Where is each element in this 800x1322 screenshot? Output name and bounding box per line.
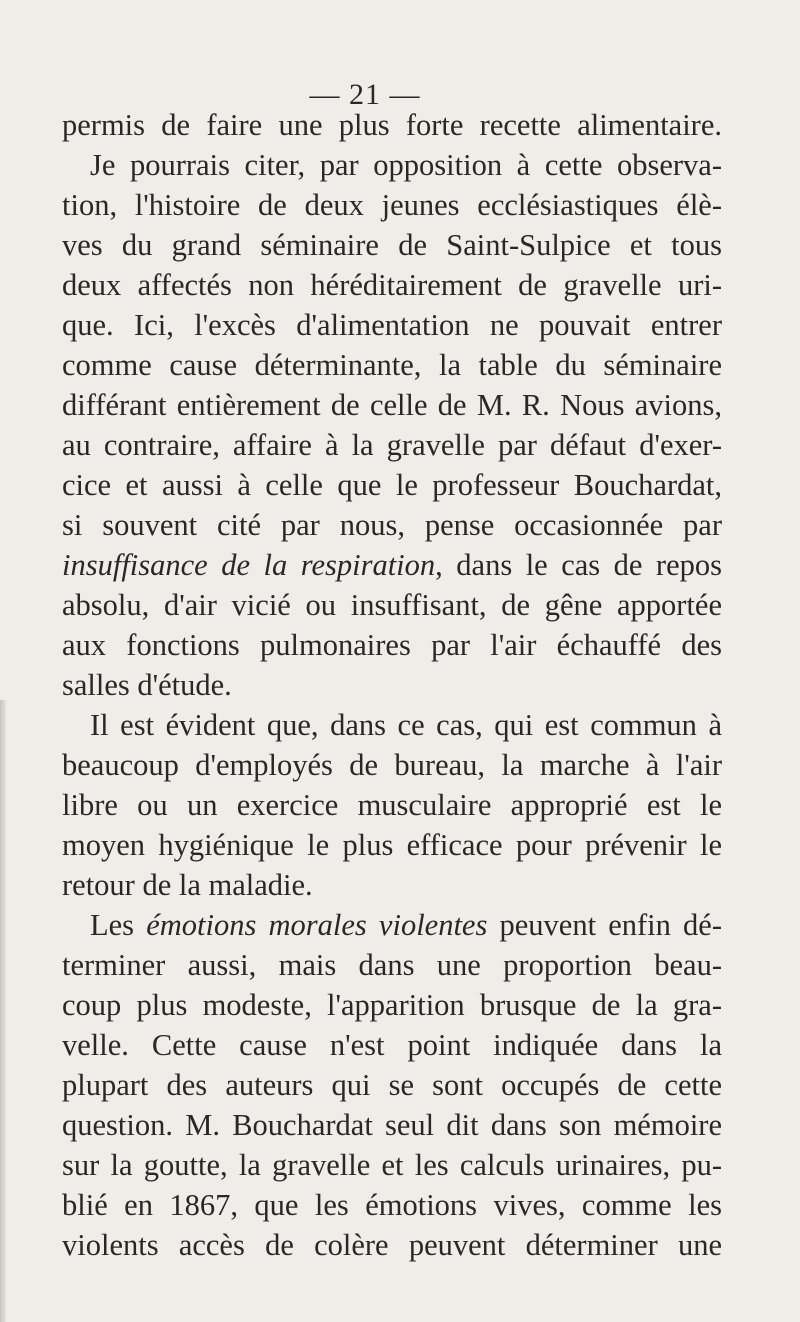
- text-line: permis de faire une plus forte recette alimentaire.: [62, 108, 722, 142]
- text-line: si souvent cité par nous, pense occasionnée par: [62, 508, 722, 542]
- page-edge-shadow: [0, 700, 6, 1322]
- text-line: salles d'étude.: [62, 668, 232, 702]
- text-line: moyen hygiénique le plus efficace pour prévenir le: [62, 828, 722, 862]
- italic-phrase: émotions morales violentes: [146, 908, 488, 942]
- text-line: violents accès de colère peuvent déterminer une: [62, 1228, 722, 1262]
- text-line: Les émotions morales violentes peuvent enfin dé-: [90, 908, 722, 942]
- text-line: velle. Cette cause n'est point indiquée dans la: [62, 1028, 722, 1062]
- text-line: retour de la maladie.: [62, 868, 313, 902]
- text-line: différant entièrement de celle de M. R. Nous avions,: [62, 388, 722, 422]
- italic-phrase: insuffisance de la respiration: [62, 548, 436, 582]
- text-line: tion, l'histoire de deux jeunes ecclésiastiques élè-: [62, 188, 722, 222]
- text-line: Il est évident que, dans ce cas, qui est commun à: [90, 708, 722, 742]
- text-line: insuffisance de la respiration, dans le cas de repos: [62, 548, 722, 582]
- text-line: aux fonctions pulmonaires par l'air échauffé des: [62, 628, 722, 662]
- text-line: cice et aussi à celle que le professeur Bouchardat,: [62, 468, 722, 502]
- text-line: ves du grand séminaire de Saint-Sulpice et tous: [62, 228, 722, 262]
- text-line: beaucoup d'employés de bureau, la marche à l'air: [62, 748, 722, 782]
- text-line: au contraire, affaire à la gravelle par défaut d'exer-: [62, 428, 722, 462]
- text-line: terminer aussi, mais dans une proportion beau-: [62, 948, 722, 982]
- text-line: plupart des auteurs qui se sont occupés de cette: [62, 1068, 722, 1102]
- text-line: que. Ici, l'excès d'alimentation ne pouvait entrer: [62, 308, 722, 342]
- text-line: question. M. Bouchardat seul dit dans son mémoire: [62, 1108, 722, 1142]
- text-line: blié en 1867, que les émotions vives, comme les: [62, 1188, 722, 1222]
- text-line: deux affectés non héréditairement de gravelle uri-: [62, 268, 722, 302]
- text-line: absolu, d'air vicié ou insuffisant, de gêne apportée: [62, 588, 722, 622]
- text-line: coup plus modeste, l'apparition brusque de la gra-: [62, 988, 722, 1022]
- text-line: Je pourrais citer, par opposition à cette observa-: [90, 148, 722, 182]
- text-line: comme cause déterminante, la table du séminaire: [62, 348, 722, 382]
- page-number: — 21 —: [309, 78, 421, 111]
- text-line: libre ou un exercice musculaire approprié est le: [62, 788, 722, 822]
- body-text: [62, 105, 722, 1265]
- text-line: sur la goutte, la gravelle et les calculs urinaires, pu-: [62, 1148, 722, 1182]
